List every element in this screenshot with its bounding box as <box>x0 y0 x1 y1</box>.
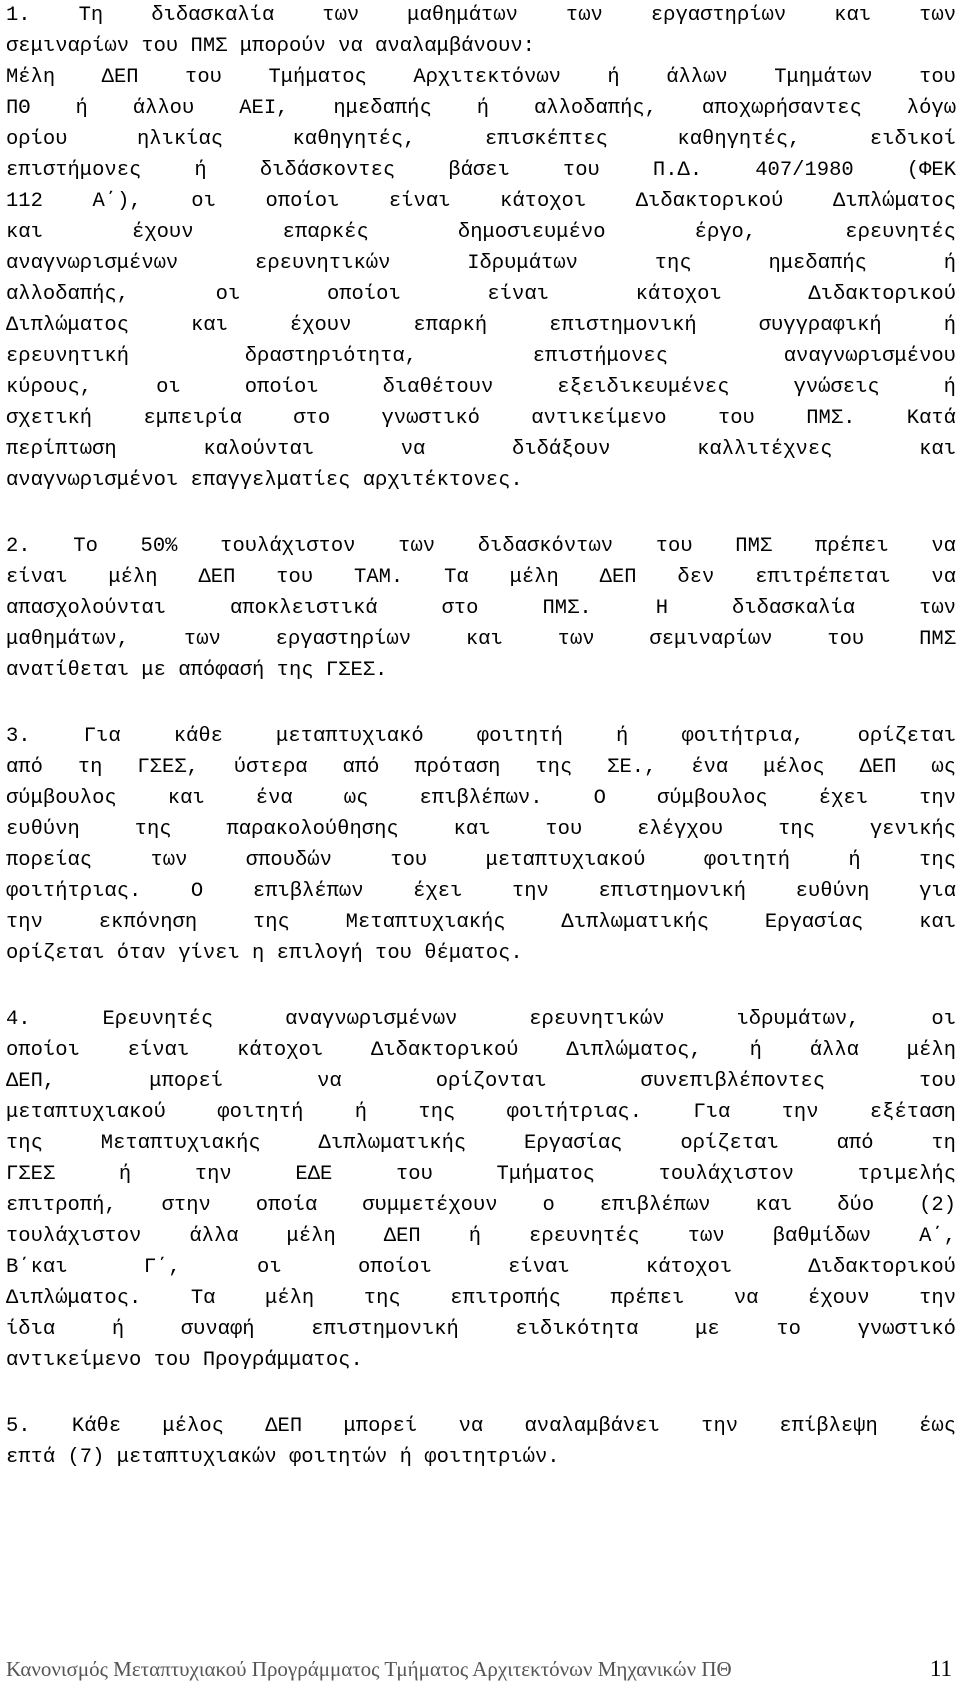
paragraph-line: 3. Για κάθε μεταπτυχιακό φοιτητή ή φοιτήτρια, ορίζεται <box>6 725 956 748</box>
paragraph-line: αντικείμενο του Προγράμματος. <box>6 1349 363 1372</box>
paragraph-line: μεταπτυχιακού φοιτητή ή της φοιτήτριας. Για την εξέταση <box>6 1101 956 1124</box>
paragraph-line: ευθύνη της παρακολούθησης και του ελέγχου της γενικής <box>6 818 956 841</box>
paragraph-line: είναι μέλη ΔΕΠ του ΤΑΜ. Τα μέλη ΔΕΠ δεν επιτρέπεται να <box>6 566 956 589</box>
paragraph-line: απασχολούνται αποκλειστικά στο ΠΜΣ. Η διδασκαλία των <box>6 597 956 620</box>
paragraph-line: της Μεταπτυχιακής Διπλωματικής Εργασίας ορίζεται από τη <box>6 1132 956 1155</box>
paragraph-line: την εκπόνηση της Μεταπτυχιακής Διπλωματικής Εργασίας και <box>6 911 956 934</box>
paragraph-line: σεμιναρίων του ΠΜΣ μπορούν να αναλαμβάνουν: <box>6 35 535 58</box>
paragraph-line: ΔΕΠ, μπορεί να ορίζονται συνεπιβλέποντες του <box>6 1070 956 1093</box>
paragraph-line: πορείας των σπουδών του μεταπτυχιακού φοιτητή ή της <box>6 849 956 872</box>
paragraph-line: 1. Τη διδασκαλία των μαθημάτων των εργαστηρίων και των <box>6 4 956 27</box>
paragraph-line: αναγνωρισμένοι επαγγελματίες αρχιτέκτονες. <box>6 469 523 492</box>
paragraph-3 <box>6 721 956 969</box>
paragraph-line: και έχουν επαρκές δημοσιευμένο έργο, ερευνητές <box>6 221 956 244</box>
paragraph-4 <box>6 1004 956 1376</box>
paragraph-line: επιστήμονες ή διδάσκοντες βάσει του Π.Δ. 407/1980 (ΦΕΚ <box>6 159 956 182</box>
paragraph-line: Διπλώματος και έχουν επαρκή επιστημονική συγγραφική ή <box>6 314 956 337</box>
paragraph-line: ορίου ηλικίας καθηγητές, επισκέπτες καθηγητές, ειδικοί <box>6 128 956 151</box>
page-number: 11 <box>929 1656 952 1681</box>
paragraph-5 <box>6 1411 956 1473</box>
paragraph-line: από τη ΓΣΕΣ, ύστερα από πρόταση της ΣΕ., ένα μέλος ΔΕΠ ως <box>6 756 956 779</box>
paragraph-line: 4. Ερευνητές αναγνωρισμένων ερευνητικών ιδρυμάτων, οι <box>6 1008 956 1031</box>
paragraph-line: επιτροπή, στην οποία συμμετέχουν ο επιβλέπων και δύο (2) <box>6 1194 956 1217</box>
paragraph-line: 2. Το 50% τουλάχιστον των διδασκόντων του ΠΜΣ πρέπει να <box>6 535 956 558</box>
paragraph-line: κύρους, οι οποίοι διαθέτουν εξειδικευμένες γνώσεις ή <box>6 376 956 399</box>
paragraph-line: Διπλώματος. Τα μέλη της επιτροπής πρέπει να έχουν την <box>6 1287 956 1310</box>
paragraph-line: ορίζεται όταν γίνει η επιλογή του θέματος. <box>6 942 523 965</box>
paragraph-line: μαθημάτων, των εργαστηρίων και των σεμιναρίων του ΠΜΣ <box>6 628 956 651</box>
paragraph-line: 112 Α΄), οι οποίοι είναι κάτοχοι Διδακτορικού Διπλώματος <box>6 190 956 213</box>
page-footer <box>6 1652 952 1686</box>
paragraph-line: Μέλη ΔΕΠ του Τμήματος Αρχιτεκτόνων ή άλλων Τμημάτων του <box>6 66 956 89</box>
paragraph-line: φοιτήτριας. Ο επιβλέπων έχει την επιστημονική ευθύνη για <box>6 880 956 903</box>
paragraph-line: ίδια ή συναφή επιστημονική ειδικότητα με το γνωστικό <box>6 1318 956 1341</box>
paragraph-line: τουλάχιστον άλλα μέλη ΔΕΠ ή ερευνητές των βαθμίδων Α΄, <box>6 1225 956 1248</box>
paragraph-line: ΠΘ ή άλλου ΑΕΙ, ημεδαπής ή αλλοδαπής, αποχωρήσαντες λόγω <box>6 97 956 120</box>
paragraph-line: ΓΣΕΣ ή την ΕΔΕ του Τμήματος τουλάχιστον τριμελής <box>6 1163 956 1186</box>
document-body <box>6 0 956 1508</box>
paragraph-line: σχετική εμπειρία στο γνωστικό αντικείμενο του ΠΜΣ. Κατά <box>6 407 956 430</box>
paragraph-line: αλλοδαπής, οι οποίοι είναι κάτοχοι Διδακτορικού <box>6 283 956 306</box>
footer-title: Κανονισμός Μεταπτυχιακού Προγράμματος Τμήματος Αρχιτεκτόνων Μηχανικών ΠΘ <box>6 1656 732 1681</box>
paragraph-line: ανατίθεται με απόφασή της ΓΣΕΣ. <box>6 659 388 682</box>
paragraph-2 <box>6 531 956 686</box>
paragraph-line: οποίοι είναι κάτοχοι Διδακτορικού Διπλώματος, ή άλλα μέλη <box>6 1039 956 1062</box>
paragraph-line: Β΄και Γ΄, οι οποίοι είναι κάτοχοι Διδακτορικού <box>6 1256 956 1279</box>
paragraph-line: επτά (7) μεταπτυχιακών φοιτητών ή φοιτητριών. <box>6 1446 560 1469</box>
paragraph-line: 5. Κάθε μέλος ΔΕΠ μπορεί να αναλαμβάνει την επίβλεψη έως <box>6 1415 956 1438</box>
paragraph-line: αναγνωρισμένων ερευνητικών Ιδρυμάτων της ημεδαπής ή <box>6 252 956 275</box>
paragraph-line: σύμβουλος και ένα ως επιβλέπων. Ο σύμβουλος έχει την <box>6 787 956 810</box>
paragraph-1 <box>6 0 956 496</box>
paragraph-line: ερευνητική δραστηριότητα, επιστήμονες αναγνωρισμένου <box>6 345 956 368</box>
paragraph-line: περίπτωση καλούνται να διδάξουν καλλιτέχνες και <box>6 438 956 461</box>
